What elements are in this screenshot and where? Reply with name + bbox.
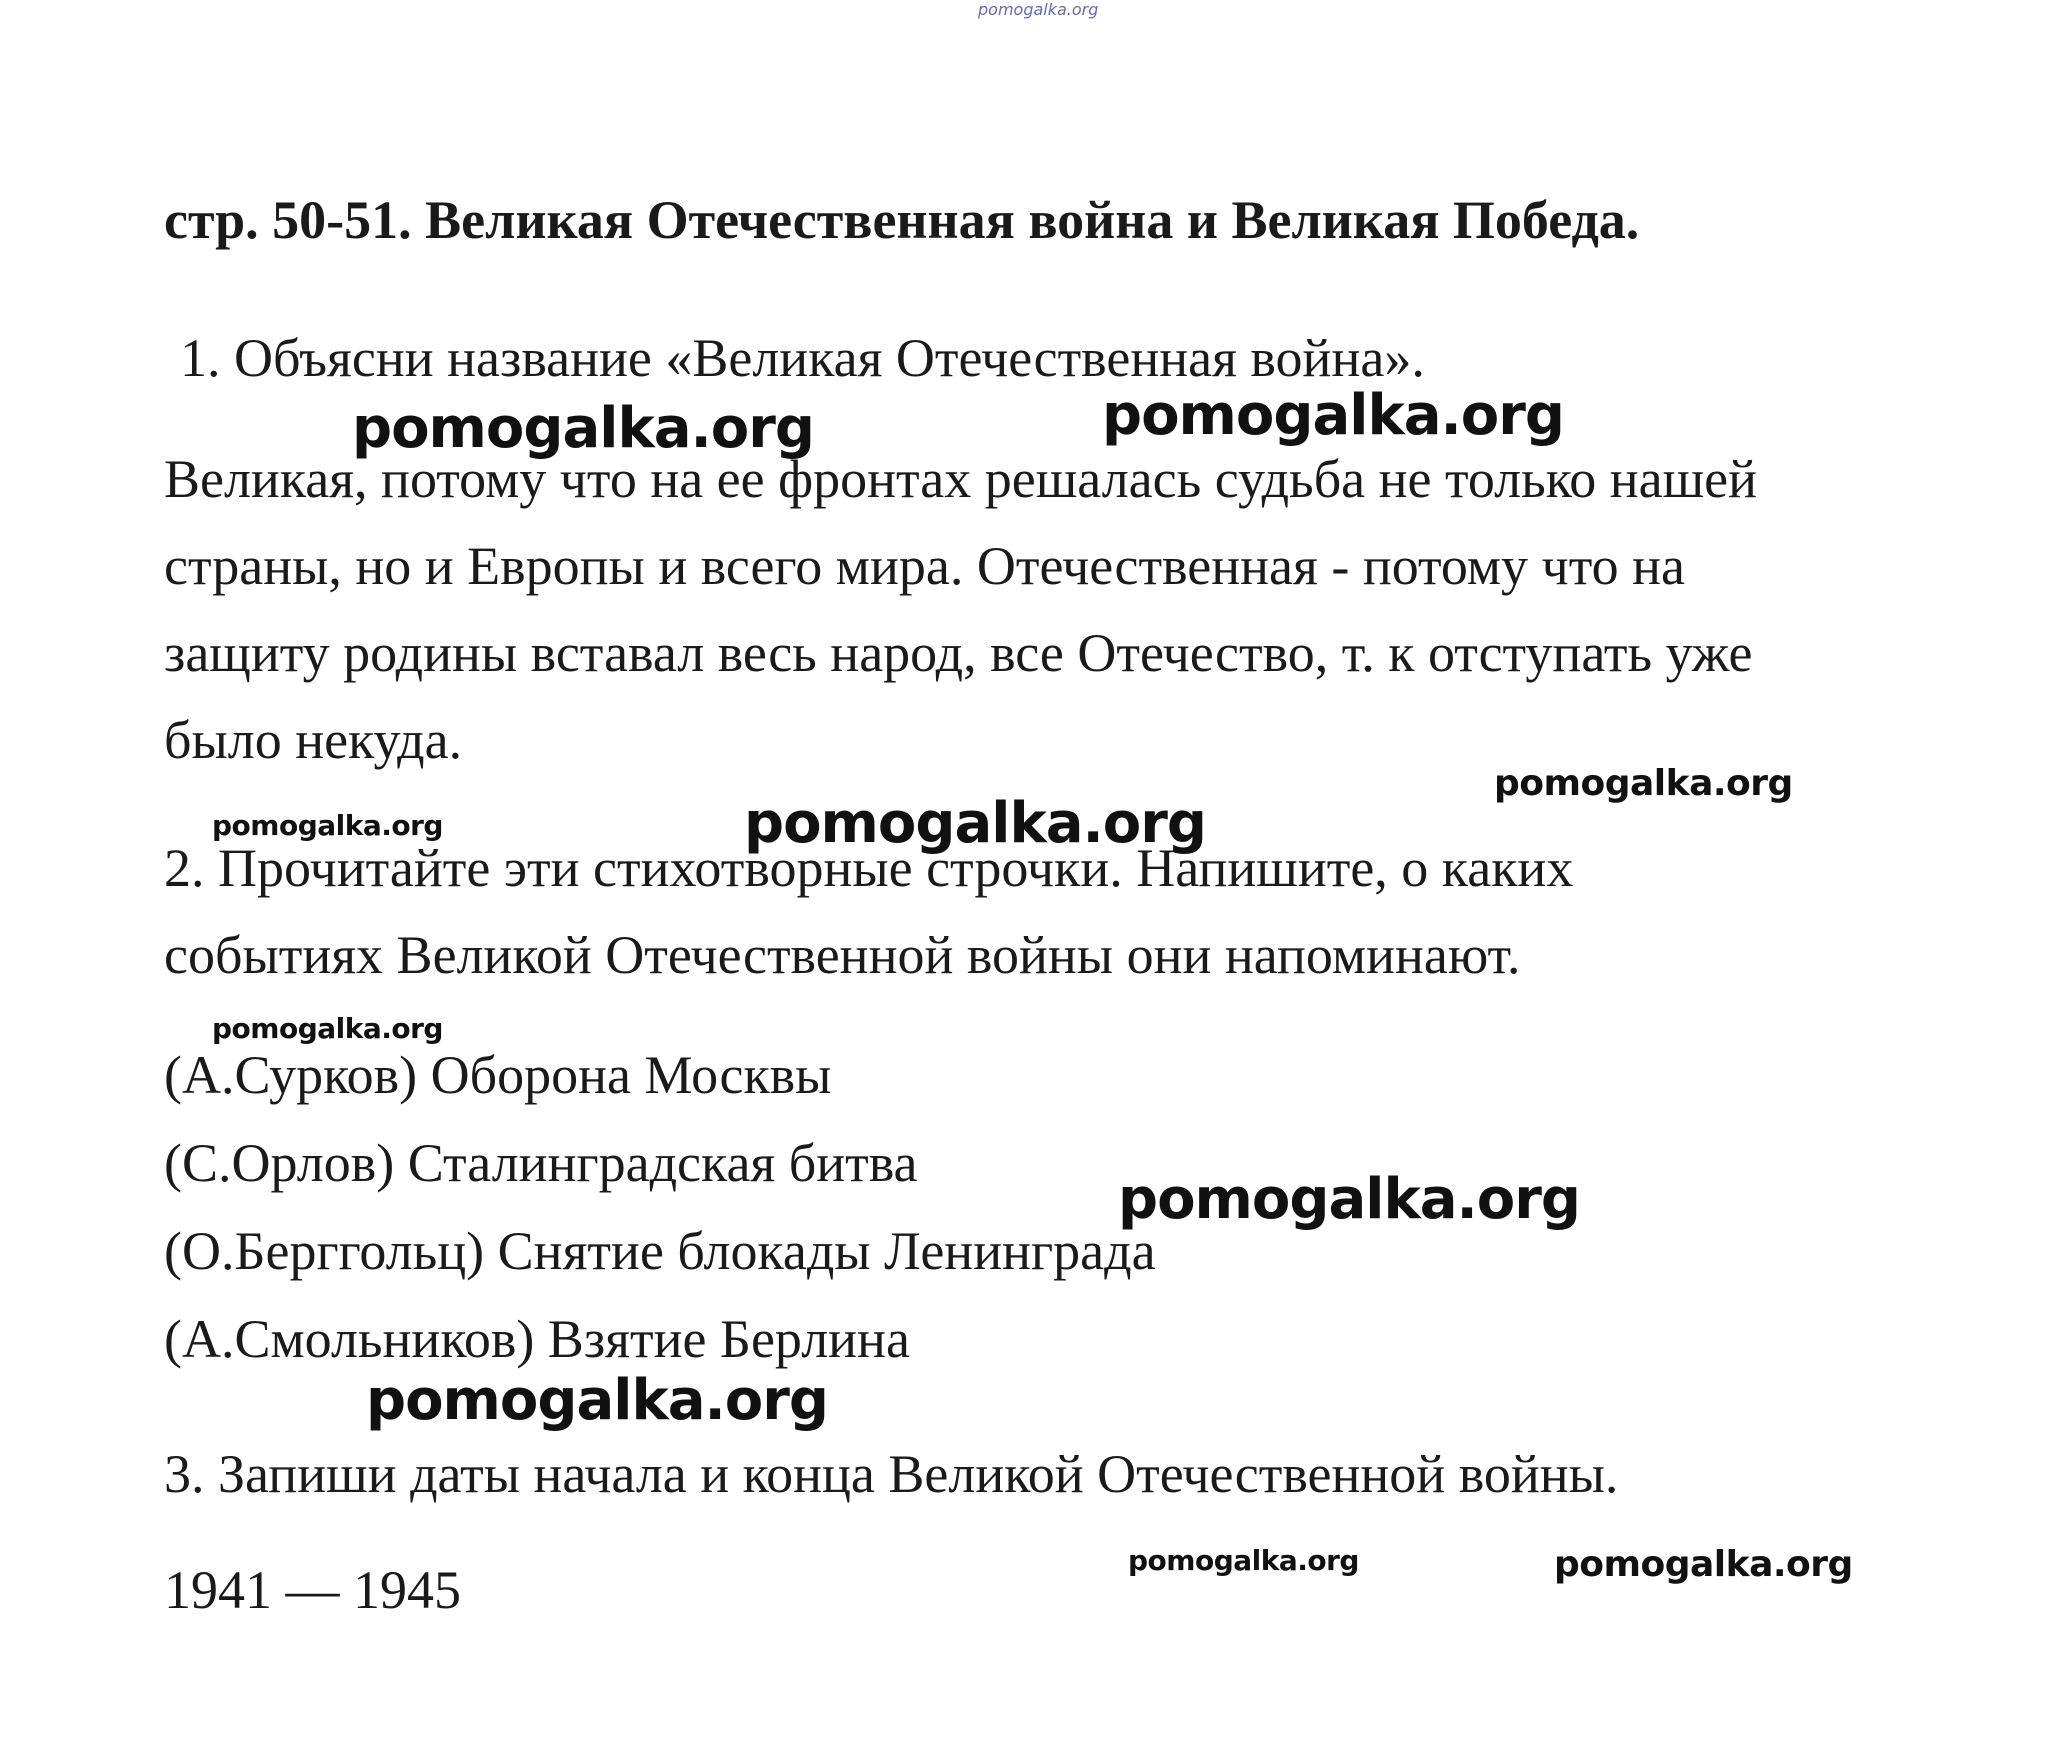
page-title: стр. 50-51. Великая Отечественная война и Великая Победа. bbox=[164, 190, 1640, 250]
task3-question: 3. Запиши даты начала и конца Великой Отечественной войны. bbox=[164, 1444, 1619, 1504]
task1-answer-line-2: страны, но и Европы и всего мира. Отечественная - потому что на bbox=[164, 536, 1685, 596]
task1-question: 1. Объясни название «Великая Отечественная война». bbox=[180, 328, 1425, 388]
task1-answer-line-1: Великая, потому что на ее фронтах решалась судьба не только нашей bbox=[164, 449, 1758, 509]
task2-answer-1: (А.Сурков) Оборона Москвы bbox=[164, 1045, 832, 1105]
watermark: pomogalka.org bbox=[744, 791, 1206, 856]
task1-answer-line-3: защиту родины вставал весь народ, все Отечество, т. к отступать уже bbox=[164, 623, 1753, 683]
task2-answer-2: (С.Орлов) Сталинградская битва bbox=[164, 1133, 918, 1193]
task2-question-line-2: событиях Великой Отечественной войны они напоминают. bbox=[164, 925, 1521, 985]
watermark: pomogalka.org bbox=[1118, 1167, 1580, 1232]
watermark: pomogalka.org bbox=[352, 396, 814, 461]
task3-answer: 1941 — 1945 bbox=[164, 1560, 461, 1620]
top-watermark: pomogalka.org bbox=[978, 0, 1099, 19]
task2-question-line-1: 2. Прочитайте эти стихотворные строчки. Напишите, о каких bbox=[164, 838, 1574, 898]
task2-answer-4: (А.Смольников) Взятие Берлина bbox=[164, 1309, 910, 1369]
watermark: pomogalka.org bbox=[366, 1368, 828, 1433]
watermark: pomogalka.org bbox=[212, 809, 443, 842]
watermark: pomogalka.org bbox=[1128, 1544, 1359, 1577]
watermark: pomogalka.org bbox=[1102, 383, 1564, 448]
task1-answer-line-4: было некуда. bbox=[164, 710, 463, 770]
watermark: pomogalka.org bbox=[1494, 763, 1793, 804]
task2-answer-3: (О.Берггольц) Снятие блокады Ленинграда bbox=[164, 1221, 1156, 1281]
watermark: pomogalka.org bbox=[212, 1012, 443, 1045]
watermark: pomogalka.org bbox=[1554, 1544, 1853, 1585]
